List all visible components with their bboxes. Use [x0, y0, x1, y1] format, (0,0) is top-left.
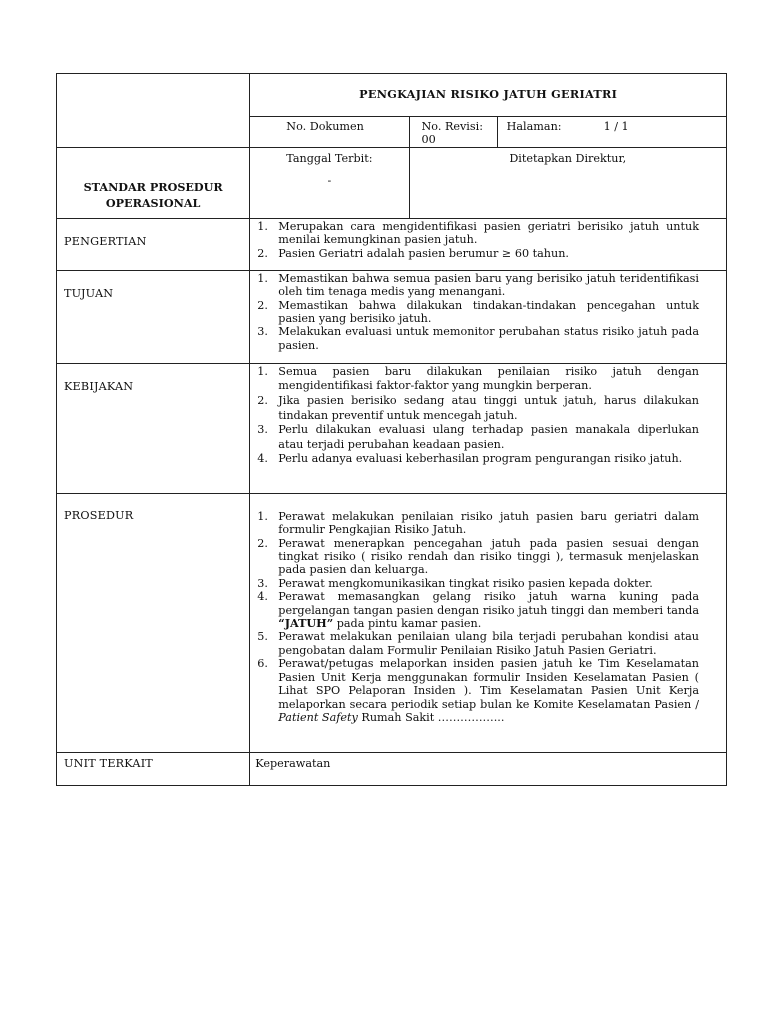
pengertian-list	[255, 220, 699, 260]
no-dokumen-cell	[250, 117, 409, 148]
patient-safety-term: Patient Safety	[278, 710, 358, 724]
prosedur-list	[255, 510, 699, 725]
list-item: 2. Perawat menerapkan pencegahan jatuh pada pasien sesuai dengan tingkat risiko ( risiko rendah dan risiko tinggi ), termasuk menjelaskan pada pasien dan keluarga.	[257, 536, 699, 577]
list-item: 3. Perawat mengkomunikasikan tingkat risiko pasien kepada dokter.	[257, 576, 653, 590]
halaman-cell	[497, 117, 726, 148]
no-dokumen-label: No. Dokumen	[286, 120, 364, 133]
kebijakan-list	[255, 365, 699, 467]
unit-terkait-value: Keperawatan	[250, 752, 727, 785]
halaman-label: Halaman:	[506, 120, 562, 133]
list-item: 2. Memastikan bahwa dilakukan tindakan-tindakan pencegahan untuk pasien yang berisiko jatuh.	[257, 298, 699, 326]
section-unit-terkait	[57, 752, 727, 785]
list-item: 1. Semua pasien baru dilakukan penilaian risiko jatuh dengan mengidentifikasi faktor-faktor yang mungkin berperan.	[257, 364, 699, 393]
tujuan-list	[255, 272, 699, 352]
list-item: 1. Memastikan bahwa semua pasien baru yang berisiko jatuh teridentifikasi oleh tim tenaga medis yang menangani.	[257, 271, 699, 299]
section-prosedur	[57, 493, 727, 752]
section-kebijakan	[57, 363, 727, 493]
list-item: 1. Merupakan cara mengidentifikasi pasien geriatri berisiko jatuh untuk menilai kemungkinan pasien jatuh.	[257, 219, 699, 247]
ditetapkan-cell	[409, 147, 727, 218]
standar-line-2: OPERASIONAL	[105, 195, 201, 210]
section-label: UNIT TERKAIT	[57, 752, 250, 785]
ditetapkan-label: Ditetapkan Direktur,	[509, 151, 627, 165]
no-revisi-label: No. Revisi: 00	[421, 120, 483, 147]
section-pengertian	[57, 218, 727, 270]
list-item: 2. Jika pasien berisiko sedang atau tinggi untuk jatuh, harus dilakukan tindakan preventif untuk mencegah jatuh.	[257, 394, 699, 422]
list-item: 2. Pasien Geriatri adalah pasien berumur ≥ 60 tahun.	[257, 246, 569, 260]
tanggal-terbit-label: Tanggal Terbit:	[286, 151, 373, 165]
section-label: PENGERTIAN	[57, 218, 250, 270]
logo-cell	[57, 74, 250, 148]
tanggal-terbit-cell	[250, 147, 409, 218]
section-label: TUJUAN	[57, 270, 250, 363]
list-item: 1. Perawat melakukan penilaian risiko jatuh pasien baru geriatri dalam formulir Pengkajian Risiko Jatuh.	[257, 509, 699, 537]
list-item: 3. Perlu dilakukan evaluasi ulang terhadap pasien manakala diperlukan atau terjadi perubahan keadaan pasien.	[257, 423, 699, 451]
halaman-value: 1 / 1	[603, 120, 629, 133]
section-tujuan	[57, 270, 727, 363]
tanggal-terbit-value: -	[327, 174, 332, 188]
list-item: 3. Melakukan evaluasi untuk memonitor perubahan status risiko jatuh pada pasien.	[257, 325, 699, 352]
document-title: PENGKAJIAN RISIKO JATUH GERIATRI	[250, 74, 727, 117]
sop-table	[56, 73, 727, 786]
section-label: PROSEDUR	[57, 493, 250, 752]
section-label: KEBIJAKAN	[57, 363, 250, 493]
list-item: 4. Perlu adanya evaluasi keberhasilan program pengurangan risiko jatuh.	[257, 452, 683, 466]
list-item: 6. Perawat/petugas melaporkan insiden pasien jatuh ke Tim Keselamatan Pasien Unit Kerja menggunakan formulir Insiden Keselamatan Pasien ( Lihat SPO Pelaporan Insiden ). Tim Keselamatan Pasien Unit Kerja melaporkan secara periodik setiap bulan ke Komite Keselamatan Pasien / Patient Safety Rumah Sakit ……………...	[257, 657, 699, 724]
list-item: 4. Perawat memasangkan gelang risiko jatuh warna kuning pada pergelangan tangan pasien dengan risiko jatuh tinggi dan memberi tanda “JATUH” pada pintu kamar pasien.	[257, 590, 699, 631]
no-revisi-cell	[409, 117, 497, 148]
standar-prosedur-cell	[57, 147, 250, 218]
standar-line-1: STANDAR PROSEDUR	[83, 179, 223, 194]
list-item: 5. Perawat melakukan penilaian ulang bila terjadi perubahan kondisi atau pengobatan dalam Formulir Penilaian Risiko Jatuh Pasien Geriatri.	[257, 630, 699, 657]
jatuh-label: “JATUH”	[278, 616, 334, 631]
